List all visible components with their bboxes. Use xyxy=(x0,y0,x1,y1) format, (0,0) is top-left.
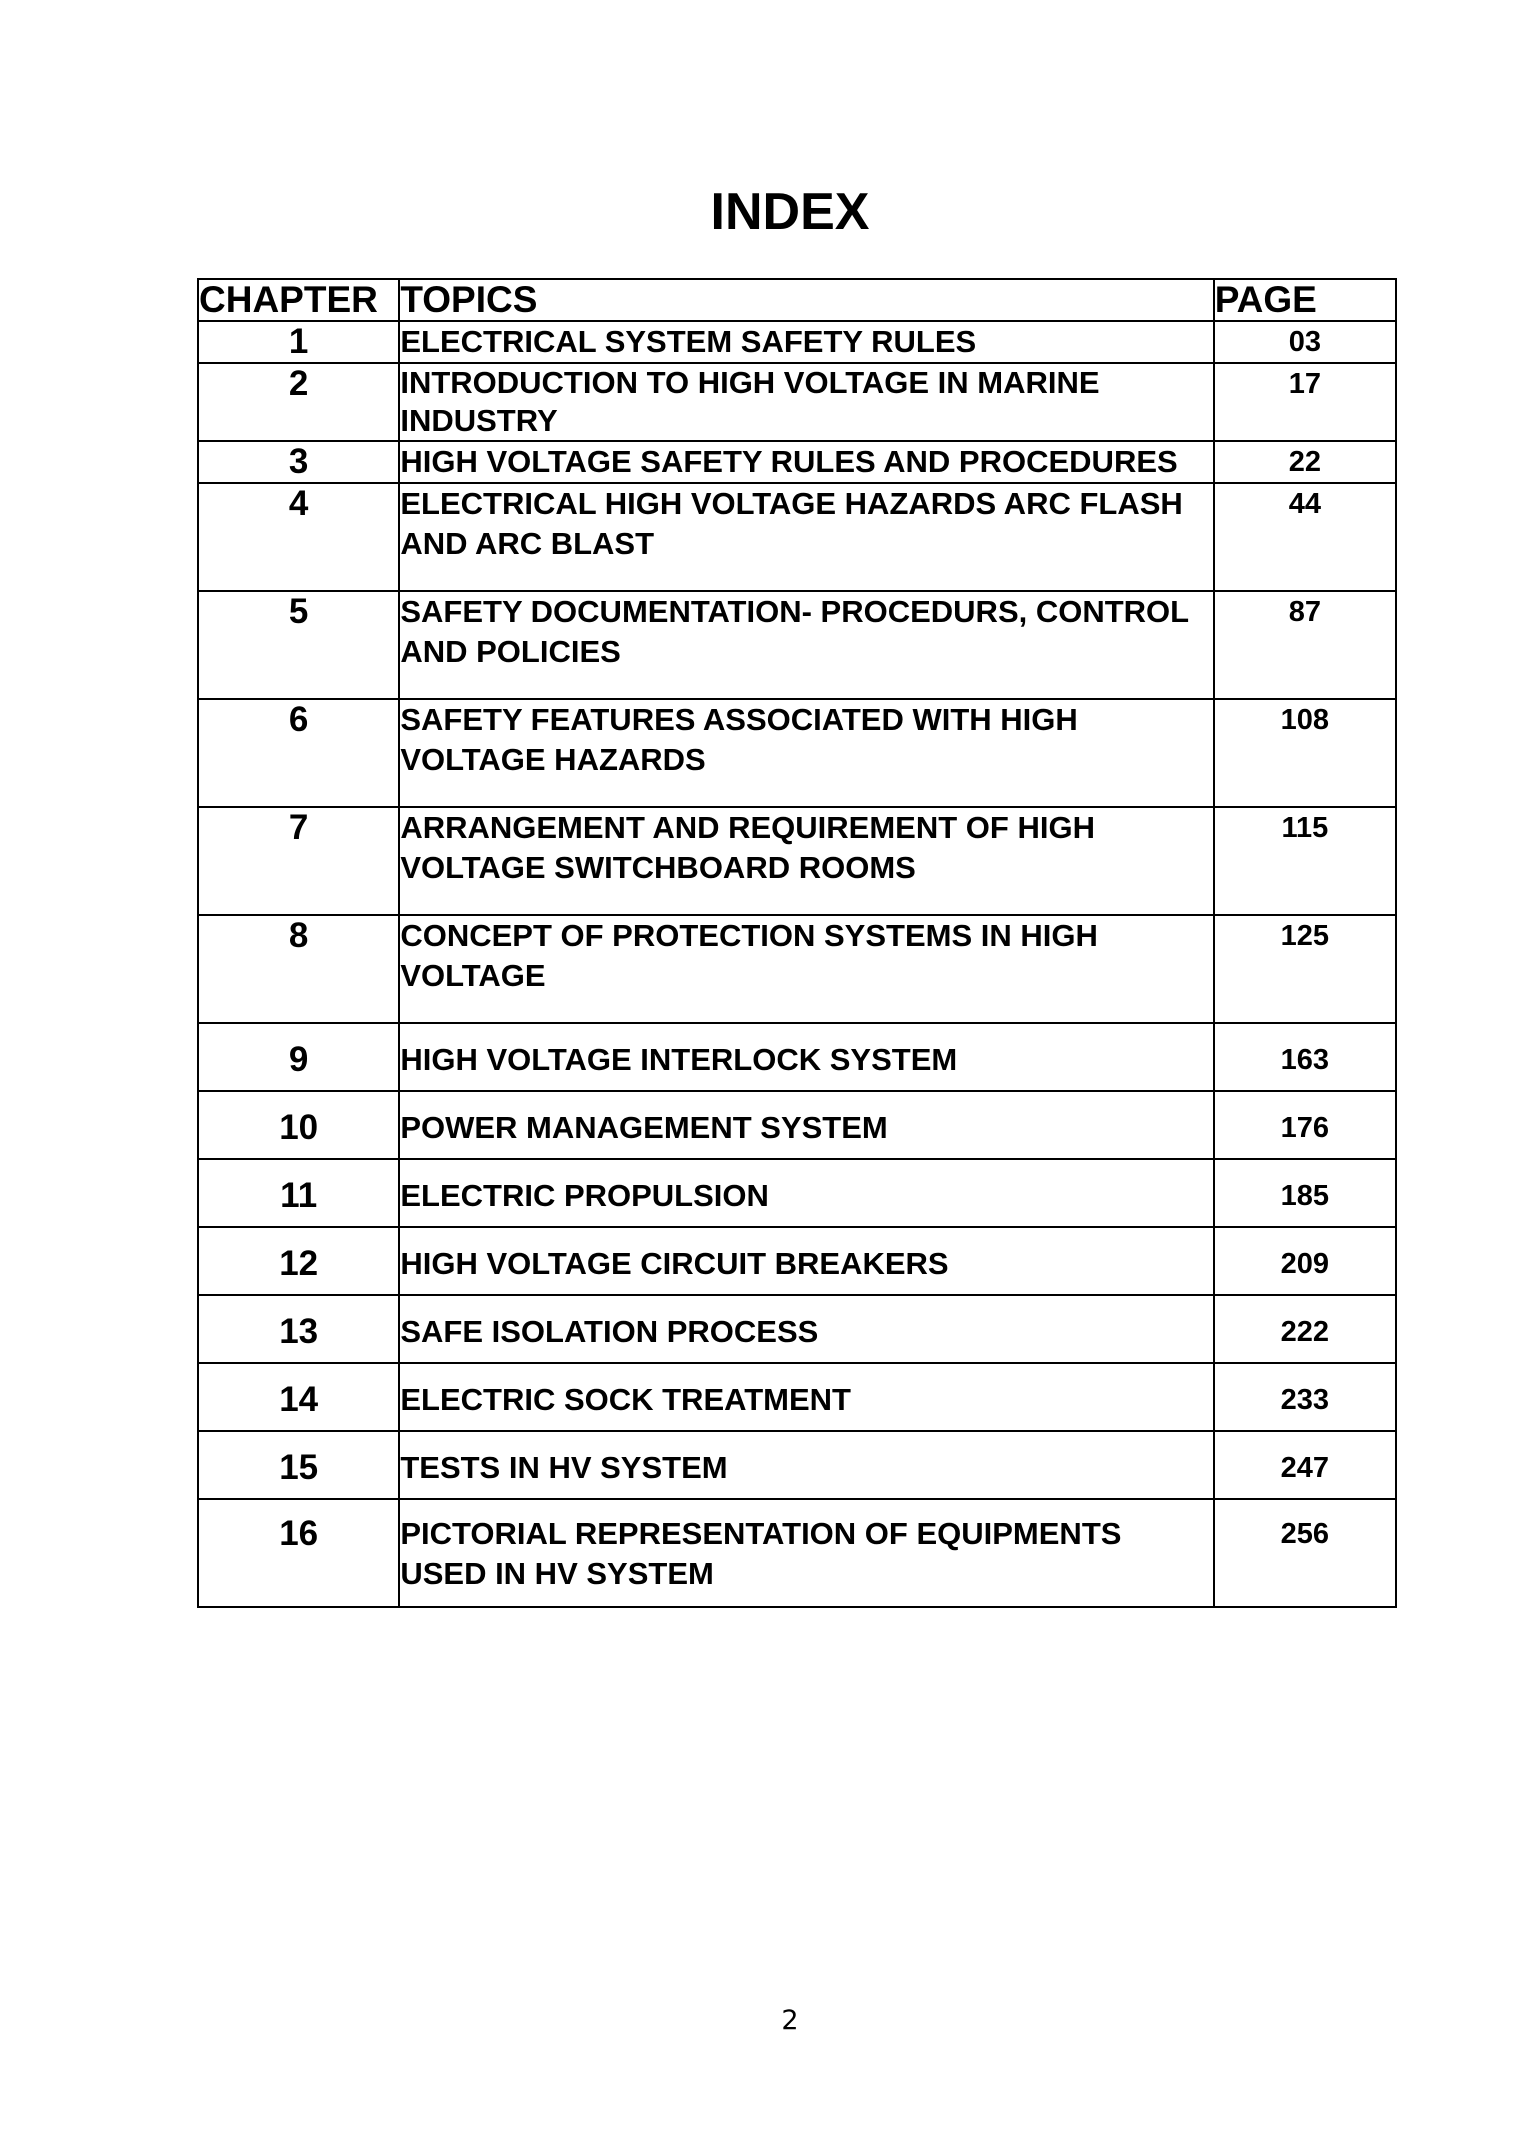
chapter-number: 6 xyxy=(198,699,399,807)
topic-title: ELECTRICAL HIGH VOLTAGE HAZARDS ARC FLASH AND ARC BLAST xyxy=(399,483,1213,591)
page-ref: 03 xyxy=(1214,321,1396,363)
table-row xyxy=(198,591,1396,699)
table-row xyxy=(198,1091,1396,1159)
table-row xyxy=(198,483,1396,591)
chapter-number: 12 xyxy=(198,1227,399,1295)
topic-title: TESTS IN HV SYSTEM xyxy=(399,1431,1213,1499)
page-number: 2 xyxy=(781,2005,799,2036)
chapter-number: 13 xyxy=(198,1295,399,1363)
chapter-number: 1 xyxy=(198,321,399,363)
chapter-number: 15 xyxy=(198,1431,399,1499)
chapter-number: 11 xyxy=(198,1159,399,1227)
table-row xyxy=(198,1159,1396,1227)
page-ref: 247 xyxy=(1214,1431,1396,1499)
page-ref: 108 xyxy=(1214,699,1396,807)
chapter-number: 2 xyxy=(198,363,399,441)
page-ref: 44 xyxy=(1214,483,1396,591)
chapter-number: 8 xyxy=(198,915,399,1023)
page-ref: 256 xyxy=(1214,1499,1396,1607)
topic-title: PICTORIAL REPRESENTATION OF EQUIPMENTS USED IN HV SYSTEM xyxy=(399,1499,1213,1607)
page-ref: 176 xyxy=(1214,1091,1396,1159)
chapter-number: 5 xyxy=(198,591,399,699)
chapter-number: 10 xyxy=(198,1091,399,1159)
table-row xyxy=(198,699,1396,807)
table-row xyxy=(198,321,1396,363)
table-row xyxy=(198,1431,1396,1499)
chapter-number: 16 xyxy=(198,1499,399,1607)
page-ref: 17 xyxy=(1214,363,1396,441)
topic-title: ARRANGEMENT AND REQUIREMENT OF HIGH VOLTAGE SWITCHBOARD ROOMS xyxy=(399,807,1213,915)
table-row xyxy=(198,1499,1396,1607)
page-title: INDEX xyxy=(710,183,870,241)
topic-title: ELECTRIC PROPULSION xyxy=(399,1159,1213,1227)
topic-title: HIGH VOLTAGE CIRCUIT BREAKERS xyxy=(399,1227,1213,1295)
chapter-number: 3 xyxy=(198,441,399,483)
header-topics: TOPICS xyxy=(399,279,1213,321)
chapter-number: 7 xyxy=(198,807,399,915)
topic-title: HIGH VOLTAGE INTERLOCK SYSTEM xyxy=(399,1023,1213,1091)
header-chapter: CHAPTER xyxy=(198,279,399,321)
topic-title: SAFETY FEATURES ASSOCIATED WITH HIGH VOLTAGE HAZARDS xyxy=(399,699,1213,807)
table-header-row xyxy=(198,279,1396,321)
page-ref: 209 xyxy=(1214,1227,1396,1295)
index-table xyxy=(197,278,1397,1608)
topic-title: SAFETY DOCUMENTATION- PROCEDURS, CONTROL AND POLICIES xyxy=(399,591,1213,699)
page-ref: 87 xyxy=(1214,591,1396,699)
page-ref: 22 xyxy=(1214,441,1396,483)
table-row xyxy=(198,807,1396,915)
topic-title: CONCEPT OF PROTECTION SYSTEMS IN HIGH VOLTAGE xyxy=(399,915,1213,1023)
table-row xyxy=(198,915,1396,1023)
page-ref: 222 xyxy=(1214,1295,1396,1363)
page-ref: 233 xyxy=(1214,1363,1396,1431)
chapter-number: 4 xyxy=(198,483,399,591)
topic-title: HIGH VOLTAGE SAFETY RULES AND PROCEDURES xyxy=(399,441,1213,483)
table-row xyxy=(198,1295,1396,1363)
chapter-number: 9 xyxy=(198,1023,399,1091)
table-row xyxy=(198,441,1396,483)
table-row xyxy=(198,363,1396,441)
topic-title: ELECTRICAL SYSTEM SAFETY RULES xyxy=(399,321,1213,363)
topic-title: SAFE ISOLATION PROCESS xyxy=(399,1295,1213,1363)
page-ref: 185 xyxy=(1214,1159,1396,1227)
page-ref: 125 xyxy=(1214,915,1396,1023)
topic-title: INTRODUCTION TO HIGH VOLTAGE IN MARINE INDUSTRY xyxy=(399,363,1213,441)
table-row xyxy=(198,1227,1396,1295)
table-row xyxy=(198,1363,1396,1431)
page-ref: 163 xyxy=(1214,1023,1396,1091)
header-page: PAGE xyxy=(1214,279,1396,321)
chapter-number: 14 xyxy=(198,1363,399,1431)
topic-title: POWER MANAGEMENT SYSTEM xyxy=(399,1091,1213,1159)
topic-title: ELECTRIC SOCK TREATMENT xyxy=(399,1363,1213,1431)
page-ref: 115 xyxy=(1214,807,1396,915)
table-row xyxy=(198,1023,1396,1091)
